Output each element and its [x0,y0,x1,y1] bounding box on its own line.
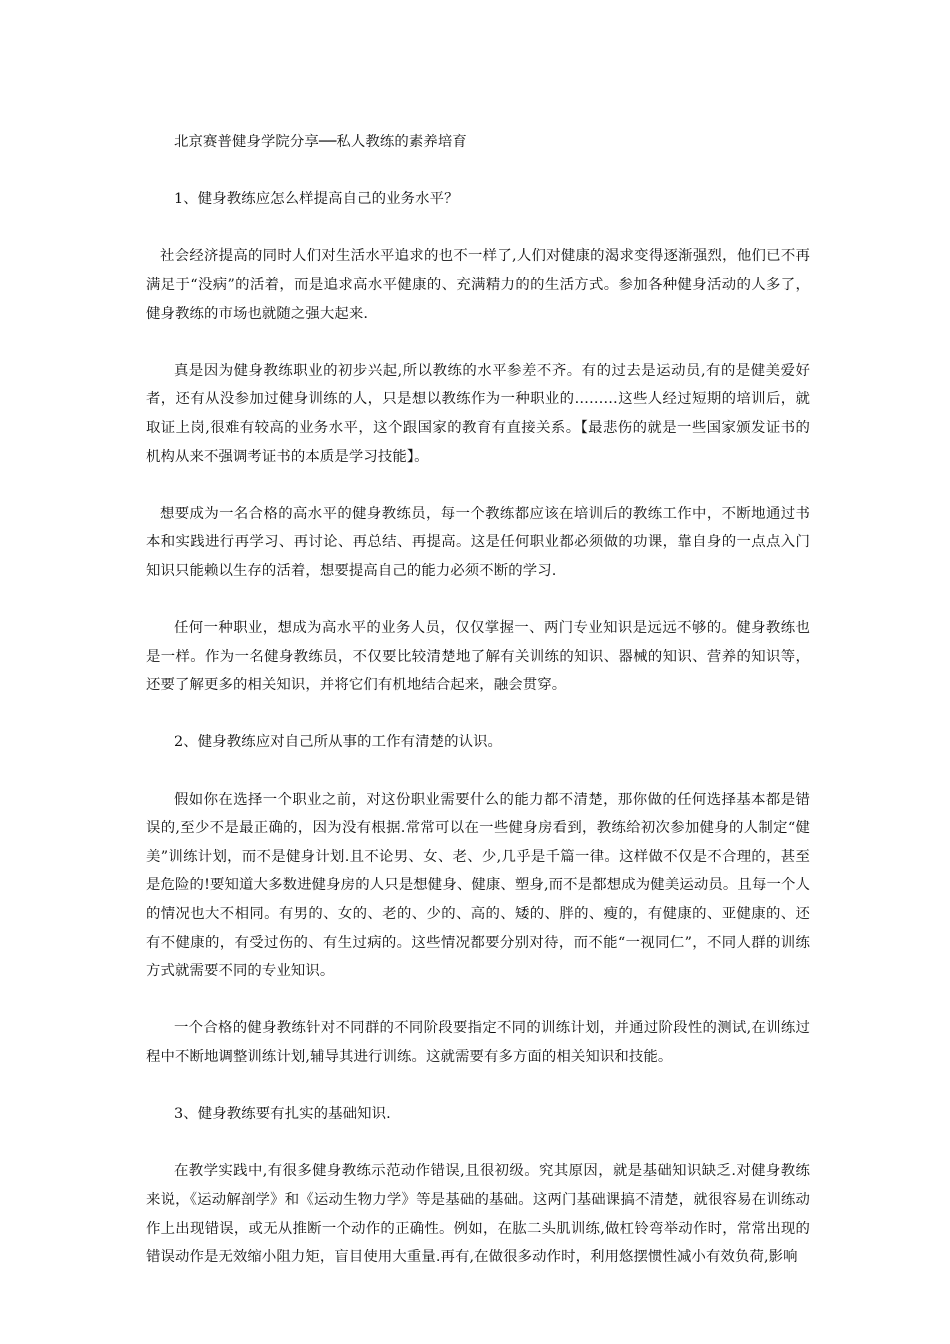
section-heading-1: 1、健身教练应怎么样提高自己的业务水平？ [174,191,459,208]
paragraph-1: 社会经济提高的同时人们对生活水平追求的也不一样了,人们对健康的渴求变得逐渐强烈，他们已不再满足于“没病”的活着，而是追求高水平健康的、充满精力的的生活方式。参加各种健身活动的人多了，健身教练的市场也就随之强大起来. [146,248,810,322]
paragraph-2: 真是因为健身教练职业的初步兴起,所以教练的水平参差不齐。有的过去是运动员,有的是健美爱好者，还有从没参加过健身训练的人，只是想以教练作为一种职业的………这些人经过短期的培训后，就取证上岗,很难有较高的业务水平，这个跟国家的教育有直接关系。【最悲伤的就是一些国家颁发证书的机构从来不强调考证书的本质是学习技能】。 [146,362,810,465]
document-body [146,128,810,1300]
paragraph-3: 想要成为一名合格的高水平的健身教练员，每一个教练都应该在培训后的教练工作中，不断地通过书本和实践进行再学习、再讨论、再总结、再提高。这是任何职业都必须做的功课，靠自身的一点点入门知识只能赖以生存的活着，想要提高自己的能力必须不断的学习. [146,505,810,579]
paragraph-5: 假如你在选择一个职业之前，对这份职业需要什么的能力都不清楚，那你做的任何选择基本都是错误的,至少不是最正确的，因为没有根据.常常可以在一些健身房看到，教练给初次参加健身的人制定“健美”训练计划，而不是健身计划.且不论男、女、老、少,几乎是千篇一律。这样做不仅是不合理的，甚至是危险的!要知道大多数进健身房的人只是想健身、健康、塑身,而不是都想成为健美运动员。且每一个人的情况也大不相同。有男的、女的、老的、少的、高的、矮的、胖的、瘦的，有健康的、亚健康的、还有不健康的，有受过伤的、有生过病的。这些情况都要分别对待，而不能“一视同仁”，不同人群的训练方式就需要不同的专业知识。 [146,791,810,980]
paragraph-7: 在教学实践中,有很多健身教练示范动作错误,且很初级。究其原因，就是基础知识缺乏.对健身教练来说，《运动解剖学》和《运动生物力学》等是基础的基础。这两门基础课搞不清楚，就很容易在训练动作上出现错误，或无从推断一个动作的正确性。例如，在肱二头肌训练,做杠铃弯举动作时，常常出现的错误动作是无效缩小阻力矩，盲目使用大重量.再有,在做很多动作时，利用悠摆惯性减小有效负荷,影响 [146,1163,810,1266]
paragraph-4: 任何一种职业，想成为高水平的业务人员，仅仅掌握一、两门专业知识是远远不够的。健身教练也是一样。作为一名健身教练员，不仅要比较清楚地了解有关训练的知识、器械的知识、营养的知识等，还要了解更多的相关知识，并将它们有机地结合起来，融会贯穿。 [146,620,810,694]
section-heading-2: 2、健身教练应对自己所从事的工作有清楚的认识。 [174,734,503,751]
section-heading-3: 3、健身教练要有扎实的基础知识. [174,1106,391,1123]
paragraph-6: 一个合格的健身教练针对不同群的不同阶段要指定不同的训练计划，并通过阶段性的测试,在训练过程中不断地调整训练计划,辅导其进行训练。这就需要有多方面的相关知识和技能。 [146,1020,810,1065]
document-title: 北京赛普健身学院分享──私人教练的素养培育 [174,134,467,150]
